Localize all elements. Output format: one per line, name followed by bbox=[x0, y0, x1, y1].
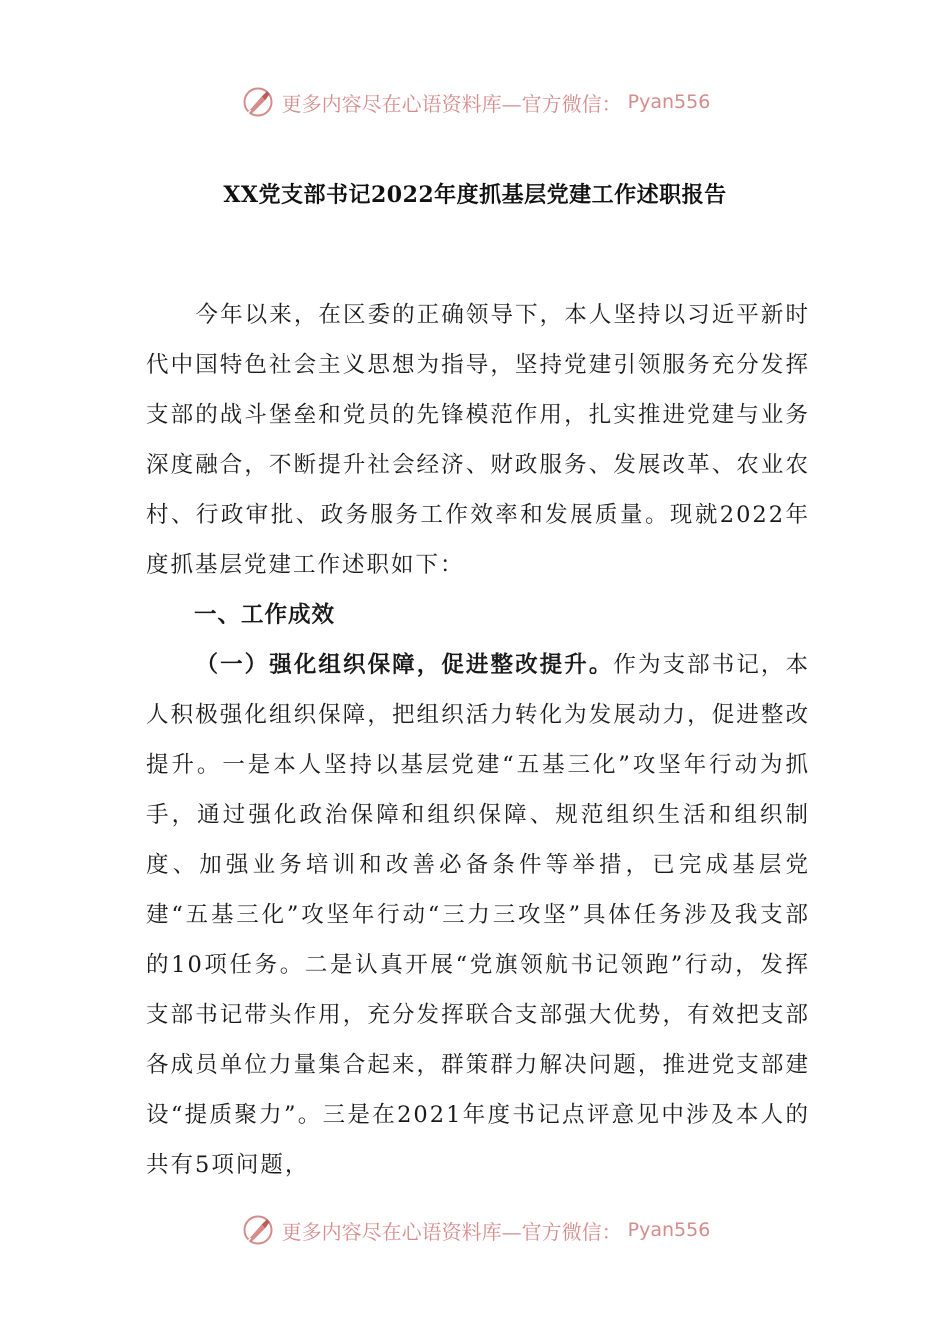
watermark-wechat-id: Pyan556 bbox=[627, 1219, 711, 1241]
pen-nib-logo-icon bbox=[240, 84, 276, 120]
pen-nib-logo-icon bbox=[240, 1212, 276, 1248]
section-heading: 一、工作成效 bbox=[194, 602, 336, 628]
watermark-text: 更多内容尽在心语资料库—官方微信： bbox=[281, 91, 622, 116]
intro-paragraph: 今年以来，在区委的正确领导下，本人坚持以习近平新时代中国特色社会主义思想为指导，坚持党建引领服务充分发挥支部的战斗堡垒和党员的先锋模范作用，扎实推进党建与业务深度融合，不断提升社会经济、财政服务、发展改革、农业农村、行政审批、政务服务工作效率和发展质量。现就2022年度抓基层党建工作述职如下： bbox=[146, 302, 810, 578]
subsection-heading: （一）强化组织保障，促进整改提升。 bbox=[195, 652, 614, 678]
subsection-body: 作为支部书记，本人积极强化组织保障，把组织活力转化为发展动力，促进整改提升。一是本人坚持以基层党建“五基三化”攻坚年行动为抓手，通过强化政治保障和组织保障、规范组织生活和组织制度、加强业务培训和改善必备条件等举措，已完成基层党建“五基三化”攻坚年行动“三力三攻坚”具体任务涉及我支部的10项任务。二是认真开展“党旗领航书记领跑”行动，发挥支部书记带头作用，充分发挥联合支部强大优势，有效把支部各成员单位力量集合起来，群策群力解决问题，推进党支部建设“提质聚力”。三是在2021年度书记点评意见中涉及本人的共有5项问题， bbox=[146, 652, 810, 1178]
watermark-header bbox=[0, 80, 950, 124]
watermark-text: 更多内容尽在心语资料库—官方微信： bbox=[281, 1219, 622, 1244]
document-title: XX党支部书记2022年度抓基层党建工作述职报告 bbox=[223, 182, 727, 208]
document-body bbox=[146, 290, 810, 1190]
watermark-wechat-id: Pyan556 bbox=[627, 91, 711, 113]
subsection-paragraph bbox=[146, 640, 810, 1190]
watermark-footer bbox=[0, 1208, 950, 1252]
